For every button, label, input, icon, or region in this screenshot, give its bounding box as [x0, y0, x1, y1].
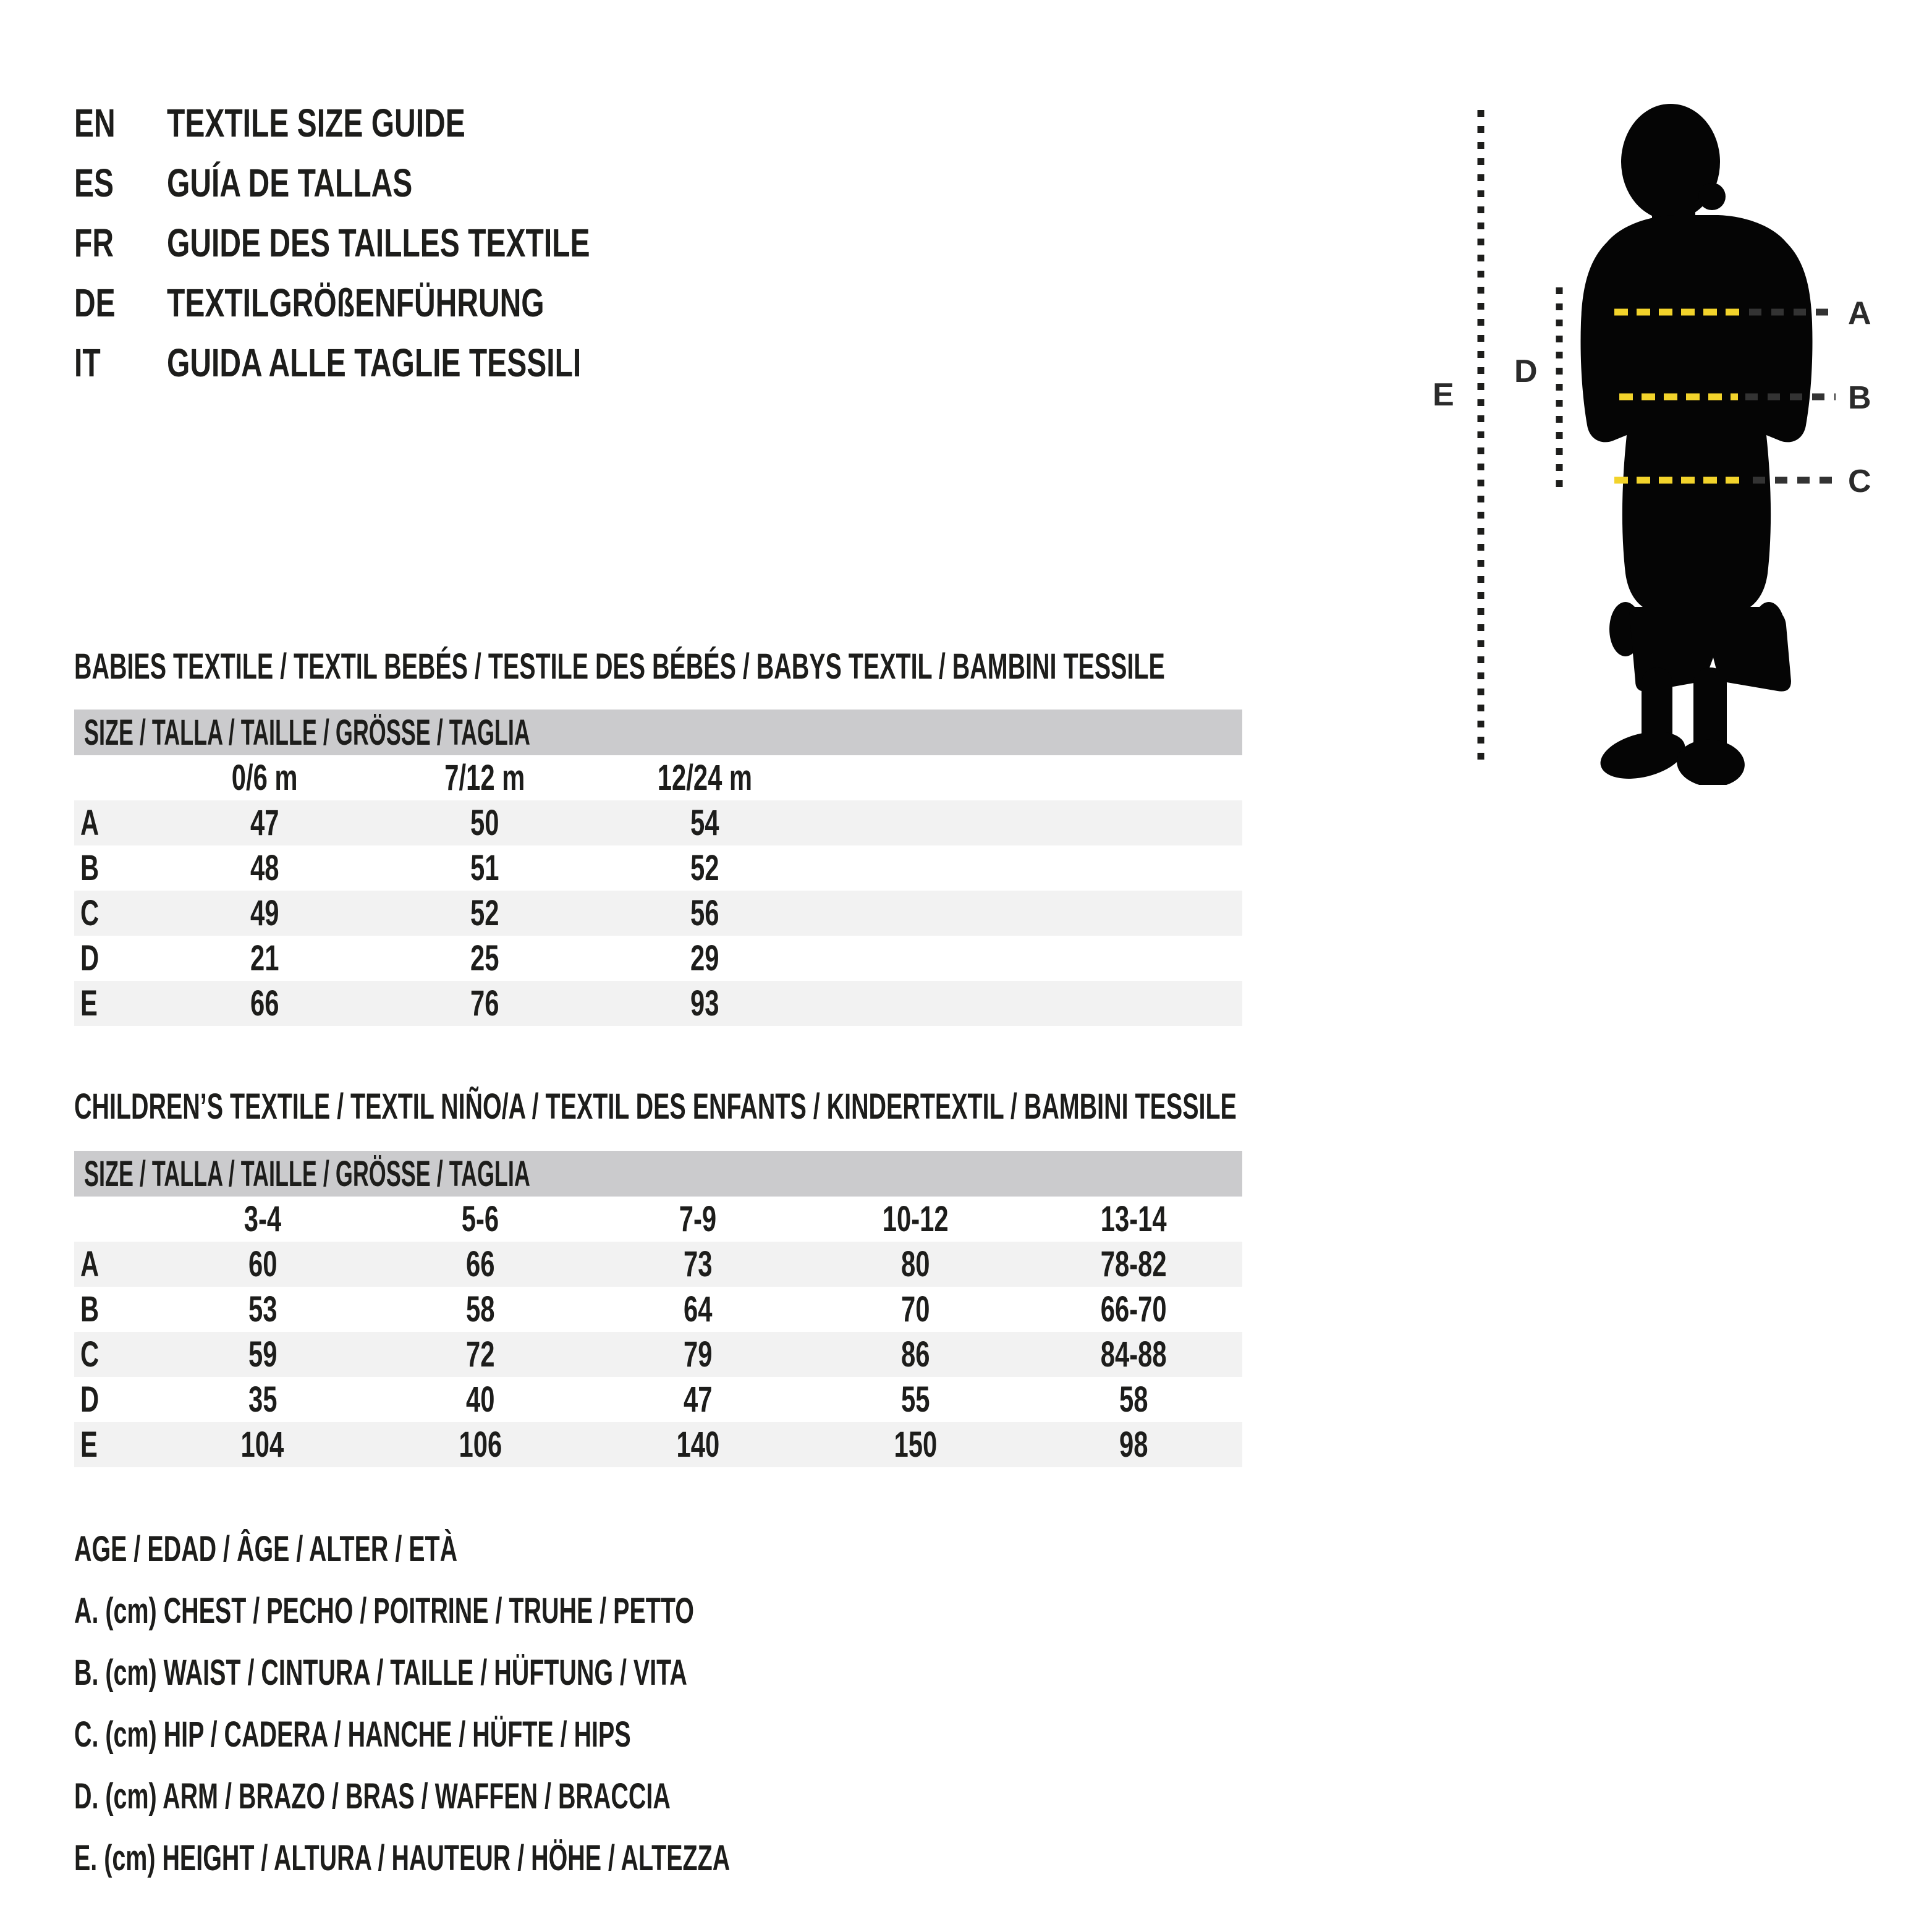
cell-value: 79: [684, 1334, 713, 1375]
measurement-legend: [74, 1518, 1039, 1889]
cell-value: 56: [690, 893, 719, 933]
legend-line-waist: B. (cm) WAIST / CINTURA / TAILLE / HÜFTUNG / VITA: [74, 1652, 687, 1693]
language-row-en: [74, 93, 731, 153]
cell-value: 59: [248, 1334, 278, 1375]
cell-value: 51: [470, 848, 499, 888]
legend-line-chest: A. (cm) CHEST / PECHO / POITRINE / TRUHE / PETTO: [74, 1590, 694, 1631]
children-column-header-row: [74, 1197, 1242, 1242]
row-label: D: [80, 938, 100, 978]
language-row-es: [74, 153, 731, 213]
cell-value: 76: [470, 983, 499, 1023]
language-code: IT: [74, 340, 101, 385]
table-row: [74, 845, 1242, 891]
row-label: C: [80, 1334, 100, 1375]
children-section-title: CHILDREN’S TEXTILE / TEXTIL NIÑO/A / TEXTIL DES ENFANTS / KINDERTEXTIL / BAMBINI TESSILE: [74, 1086, 1237, 1127]
measure-label-b: B: [1848, 380, 1871, 416]
column-header: 7-9: [679, 1199, 717, 1239]
cell-value: 35: [248, 1379, 278, 1420]
table-row: [74, 1287, 1242, 1332]
column-header: 5-6: [461, 1199, 499, 1239]
cell-value: 66-70: [1100, 1289, 1167, 1329]
cell-value: 98: [1119, 1425, 1148, 1465]
table-row: [74, 891, 1242, 936]
language-code: EN: [74, 100, 116, 145]
cell-value: 52: [470, 893, 499, 933]
table-row: [74, 1332, 1242, 1377]
measure-label-c: C: [1848, 464, 1871, 499]
cell-value: 78-82: [1100, 1244, 1167, 1284]
babies-column-header-row: [74, 755, 1242, 800]
guide-title: GUÍA DE TALLAS: [167, 160, 413, 205]
language-code: ES: [74, 160, 114, 205]
cell-value: 50: [470, 803, 499, 843]
cell-value: 64: [684, 1289, 713, 1329]
measure-label-d: D: [1514, 354, 1538, 389]
cell-value: 49: [250, 893, 279, 933]
cell-value: 150: [894, 1425, 938, 1465]
column-header: 3-4: [244, 1199, 282, 1239]
cell-value: 21: [250, 938, 279, 978]
cell-value: 47: [250, 803, 279, 843]
language-row-it: [74, 333, 731, 392]
legend-line-age: AGE / EDAD / ÂGE / ALTER / ETÀ: [74, 1528, 458, 1569]
babies-section-title: BABIES TEXTILE / TEXTIL BEBÉS / TESTILE DES BÉBÉS / BABYS TEXTIL / BAMBINI TESSILE: [74, 646, 1165, 687]
cell-value: 80: [901, 1244, 930, 1284]
cell-value: 58: [465, 1289, 495, 1329]
cell-value: 84-88: [1100, 1334, 1167, 1375]
row-label: D: [80, 1379, 100, 1420]
guide-title: TEXTILE SIZE GUIDE: [167, 100, 465, 145]
cell-value: 58: [1119, 1379, 1148, 1420]
table-row: [74, 936, 1242, 981]
children-size-header-bar: SIZE / TALLA / TAILLE / GRÖSSE / TAGLIA: [74, 1151, 1242, 1197]
cell-value: 72: [465, 1334, 495, 1375]
cell-value: 47: [684, 1379, 713, 1420]
table-row: [74, 1242, 1242, 1287]
cell-value: 29: [690, 938, 719, 978]
cell-value: 54: [690, 803, 719, 843]
cell-value: 53: [248, 1289, 278, 1329]
column-header: 0/6 m: [231, 758, 298, 798]
legend-line-arm: D. (cm) ARM / BRAZO / BRAS / WAFFEN / BRACCIA: [74, 1776, 671, 1816]
column-header: 13-14: [1100, 1199, 1167, 1239]
row-label: B: [80, 848, 100, 888]
cell-value: 60: [248, 1244, 278, 1284]
table-row: [74, 1422, 1242, 1467]
column-header: 12/24 m: [657, 758, 752, 798]
language-row-de: [74, 273, 731, 333]
column-header: 7/12 m: [444, 758, 525, 798]
cell-value: 52: [690, 848, 719, 888]
row-label: A: [80, 803, 100, 843]
cell-value: 86: [901, 1334, 930, 1375]
table-row: [74, 981, 1242, 1026]
legend-line-height: E. (cm) HEIGHT / ALTURA / HAUTEUR / HÖHE / ALTEZZA: [74, 1837, 731, 1878]
language-row-fr: [74, 213, 731, 273]
guide-title: GUIDA ALLE TAGLIE TESSILI: [167, 340, 582, 385]
cell-value: 104: [241, 1425, 284, 1465]
language-title-block: [74, 93, 731, 392]
cell-value: 70: [901, 1289, 930, 1329]
cell-value: 73: [684, 1244, 713, 1284]
cell-value: 140: [676, 1425, 720, 1465]
cell-value: 25: [470, 938, 499, 978]
table-row: [74, 1377, 1242, 1422]
cell-value: 66: [250, 983, 279, 1023]
guide-title: GUIDE DES TAILLES TEXTILE: [167, 220, 590, 265]
column-header: 10-12: [883, 1199, 949, 1239]
babies-table: [74, 755, 1242, 1026]
language-code: DE: [74, 280, 116, 325]
cell-value: 106: [459, 1425, 502, 1465]
children-table: [74, 1197, 1242, 1467]
measure-label-e: E: [1433, 377, 1454, 413]
row-label: E: [80, 1425, 98, 1465]
legend-line-hip: C. (cm) HIP / CADERA / HANCHE / HÜFTE / HIPS: [74, 1714, 631, 1755]
measure-label-a: A: [1848, 295, 1871, 331]
row-label: B: [80, 1289, 100, 1329]
cell-value: 66: [465, 1244, 495, 1284]
row-label: C: [80, 893, 100, 933]
cell-value: 93: [690, 983, 719, 1023]
table-row: [74, 800, 1242, 845]
cell-value: 40: [465, 1379, 495, 1420]
row-label: A: [80, 1244, 100, 1284]
language-code: FR: [74, 220, 114, 265]
cell-value: 55: [901, 1379, 930, 1420]
babies-size-header-bar: SIZE / TALLA / TAILLE / GRÖSSE / TAGLIA: [74, 710, 1242, 755]
cell-value: 48: [250, 848, 279, 888]
guide-title: TEXTILGRÖßENFÜHRUNG: [167, 280, 544, 325]
row-label: E: [80, 983, 98, 1023]
